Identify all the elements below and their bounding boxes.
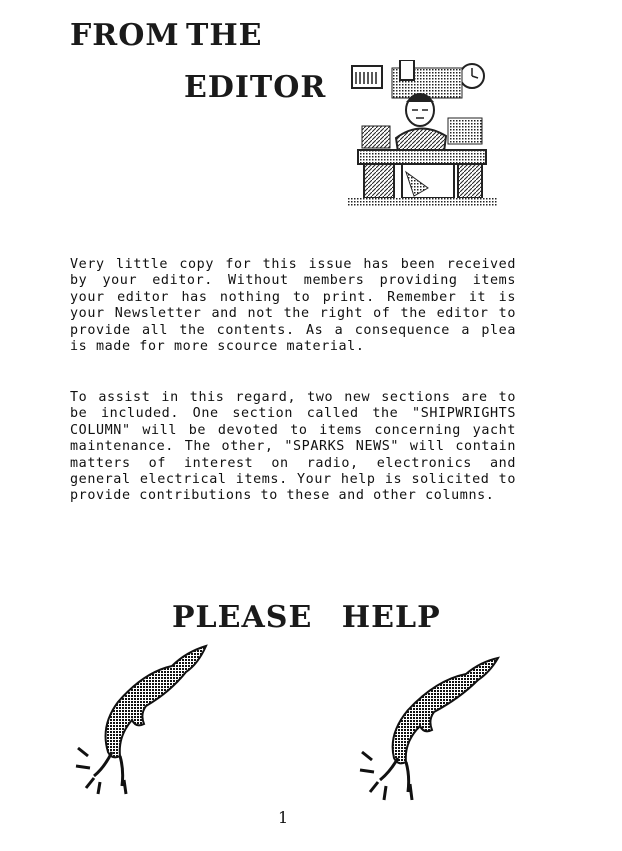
dolphin-left-illustration	[74, 644, 210, 804]
please-help-heading: PLEASE HELP	[172, 600, 441, 635]
page-number: 1	[278, 808, 289, 827]
dolphin-right-illustration	[356, 654, 502, 806]
title-word-the: THE	[186, 18, 263, 53]
paragraph-copy-request: Very little copy for this issue has been received by your editor. Without members providing items your editor has nothing to print. Remember it is your Newsletter and not the right of the editor to provide all the contents. As a consequence a plea is made for more scource material.	[70, 257, 516, 355]
title-word-from: FROM	[70, 18, 180, 53]
paragraph-new-sections: To assist in this regard, two new sections are to be included. One section called the "SHIPWRIGHTS COLUMN" will be devoted to items concerning yacht maintenance. The other, "SPARKS NEWS" will contain matters of interest on radio, electronics and general electrical items. Your help is solicited to provide contributions to these and other columns.	[70, 390, 516, 504]
editor-desk-illustration	[348, 60, 498, 206]
title-word-editor: EDITOR	[184, 70, 327, 105]
